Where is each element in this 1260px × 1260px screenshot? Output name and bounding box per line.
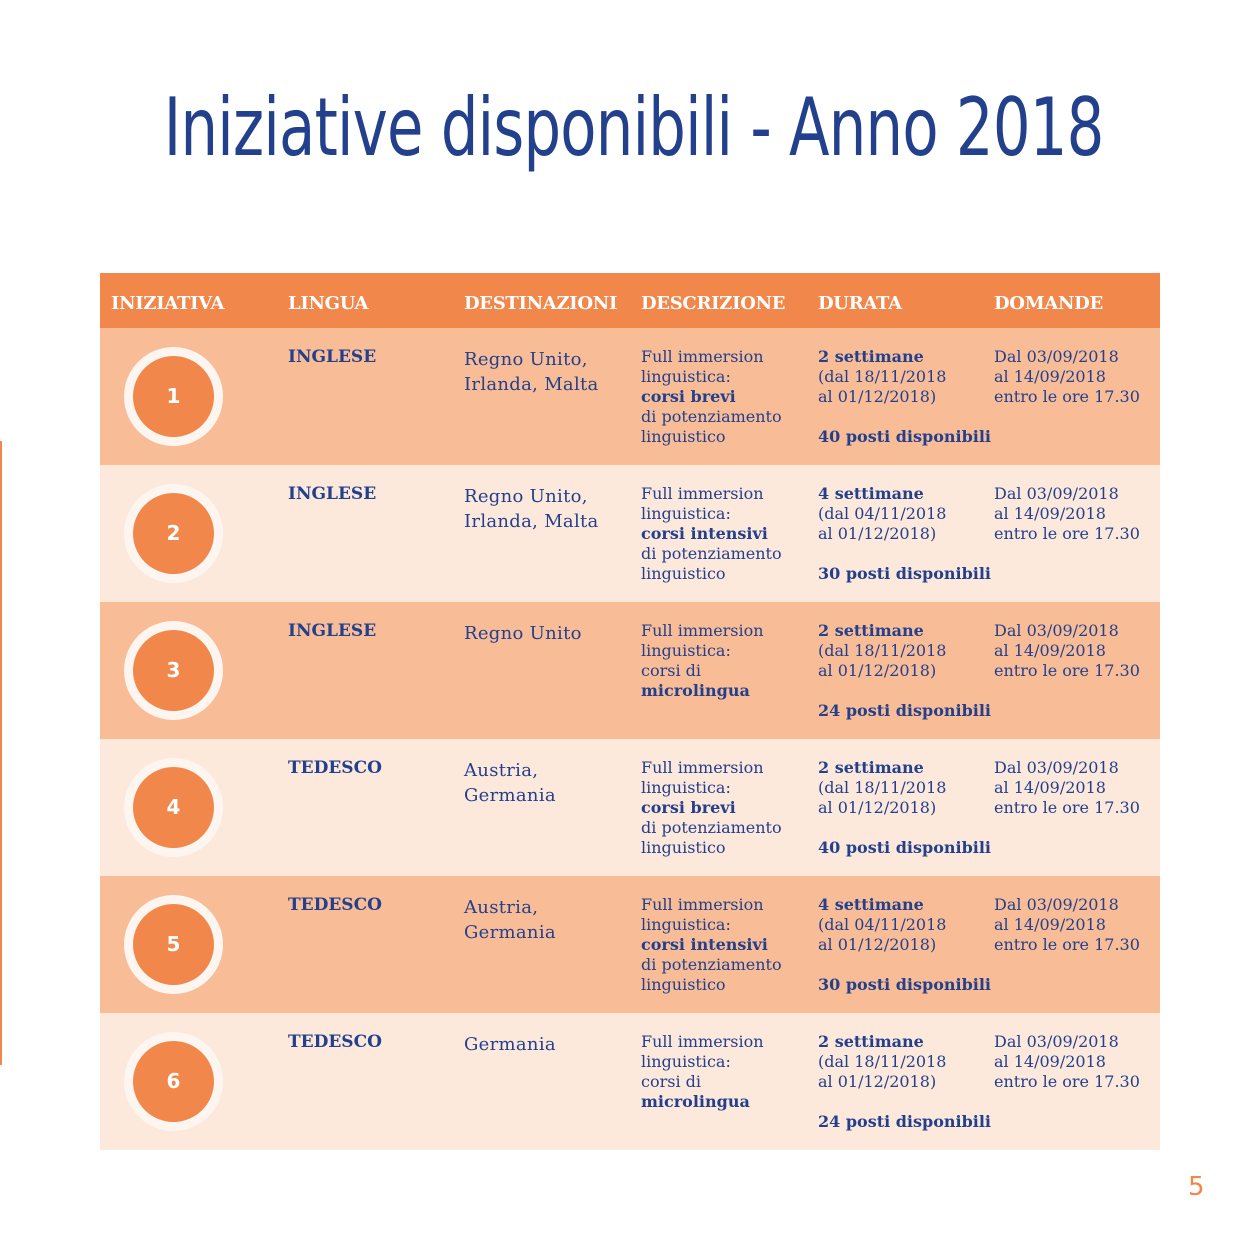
lingua-cell: INGLESE xyxy=(288,484,377,504)
desc-highlight: microlingua xyxy=(641,681,750,700)
number-badge-value: 5 xyxy=(133,904,214,985)
descrizione-cell xyxy=(641,347,811,447)
duration-weeks: 4 settimane xyxy=(818,484,924,503)
page-title: Iniziative disponibili - Anno 2018 xyxy=(163,81,1104,174)
dom-line: al 14/09/2018 xyxy=(994,778,1106,797)
dest-line: Austria, xyxy=(464,760,539,781)
desc-line: di potenziamento xyxy=(641,544,782,563)
dest-line: Germania xyxy=(464,785,556,806)
desc-line: linguistico xyxy=(641,564,726,583)
lingua-cell: INGLESE xyxy=(288,621,377,641)
desc-line: Full immersion xyxy=(641,895,764,914)
dom-line: entro le ore 17.30 xyxy=(994,661,1140,680)
dom-line: al 14/09/2018 xyxy=(994,641,1106,660)
duration-weeks: 2 settimane xyxy=(818,758,924,777)
side-accent-line xyxy=(0,441,2,1065)
durata-cell xyxy=(818,758,992,858)
available-places: 30 posti disponibili xyxy=(818,564,992,583)
duration-weeks: 2 settimane xyxy=(818,347,924,366)
desc-line: Full immersion xyxy=(641,347,764,366)
descrizione-cell xyxy=(641,1032,811,1112)
dom-line: entro le ore 17.30 xyxy=(994,798,1140,817)
desc-line: Full immersion xyxy=(641,758,764,777)
dom-line: Dal 03/09/2018 xyxy=(994,895,1119,914)
destinazioni-cell xyxy=(464,484,599,534)
desc-highlight: corsi brevi xyxy=(641,387,736,406)
desc-line: linguistica: xyxy=(641,1052,731,1071)
duration-from: (dal 18/11/2018 xyxy=(818,367,947,386)
dom-line: al 14/09/2018 xyxy=(994,367,1106,386)
number-badge-value: 6 xyxy=(133,1041,214,1122)
number-badge xyxy=(124,621,223,720)
duration-to: al 01/12/2018) xyxy=(818,524,937,543)
desc-line: corsi di xyxy=(641,1072,702,1091)
header-iniziativa: INIZIATIVA xyxy=(111,293,225,314)
dest-line: Regno Unito, xyxy=(464,349,588,370)
descrizione-cell xyxy=(641,758,811,858)
desc-line: linguistico xyxy=(641,427,726,446)
descrizione-cell xyxy=(641,895,811,995)
header-destinazioni: DESTINAZIONI xyxy=(464,293,618,314)
duration-from: (dal 18/11/2018 xyxy=(818,1052,947,1071)
duration-to: al 01/12/2018) xyxy=(818,935,937,954)
desc-highlight: corsi intensivi xyxy=(641,935,768,954)
available-places: 30 posti disponibili xyxy=(818,975,992,994)
desc-line: corsi di xyxy=(641,661,702,680)
header-durata: DURATA xyxy=(818,293,902,314)
desc-line: di potenziamento xyxy=(641,407,782,426)
header-descrizione: DESCRIZIONE xyxy=(641,293,786,314)
desc-line: linguistica: xyxy=(641,915,731,934)
desc-highlight: corsi intensivi xyxy=(641,524,768,543)
duration-to: al 01/12/2018) xyxy=(818,798,937,817)
duration-from: (dal 18/11/2018 xyxy=(818,641,947,660)
table-header xyxy=(100,273,1160,328)
table-row xyxy=(100,602,1160,739)
number-badge-value: 4 xyxy=(133,767,214,848)
table-row xyxy=(100,739,1160,876)
dest-line: Germania xyxy=(464,922,556,943)
number-badge-value: 3 xyxy=(133,630,214,711)
domande-cell xyxy=(994,758,1160,818)
desc-line: linguistica: xyxy=(641,504,731,523)
dest-line: Irlanda, Malta xyxy=(464,374,599,395)
desc-highlight: microlingua xyxy=(641,1092,750,1111)
dom-line: entro le ore 17.30 xyxy=(994,935,1140,954)
domande-cell xyxy=(994,1032,1160,1092)
dest-line: Regno Unito, xyxy=(464,486,588,507)
dom-line: Dal 03/09/2018 xyxy=(994,758,1119,777)
desc-line: linguistica: xyxy=(641,778,731,797)
destinazioni-cell xyxy=(464,347,599,397)
durata-cell xyxy=(818,347,992,447)
desc-line: di potenziamento xyxy=(641,955,782,974)
number-badge-value: 2 xyxy=(133,493,214,574)
domande-cell xyxy=(994,347,1160,407)
number-badge xyxy=(124,758,223,857)
header-domande: DOMANDE xyxy=(994,293,1103,314)
destinazioni-cell xyxy=(464,1032,556,1057)
table-row xyxy=(100,876,1160,1013)
number-badge-value: 1 xyxy=(133,356,214,437)
desc-line: di potenziamento xyxy=(641,818,782,837)
desc-line: Full immersion xyxy=(641,484,764,503)
duration-to: al 01/12/2018) xyxy=(818,1072,937,1091)
dest-line: Irlanda, Malta xyxy=(464,511,599,532)
durata-cell xyxy=(818,484,992,584)
table-row xyxy=(100,328,1160,465)
desc-line: linguistico xyxy=(641,975,726,994)
desc-line: Full immersion xyxy=(641,621,764,640)
available-places: 40 posti disponibili xyxy=(818,838,992,857)
descrizione-cell xyxy=(641,484,811,584)
initiatives-table xyxy=(100,273,1160,1150)
dom-line: al 14/09/2018 xyxy=(994,1052,1106,1071)
number-badge xyxy=(124,347,223,446)
dom-line: al 14/09/2018 xyxy=(994,915,1106,934)
duration-from: (dal 04/11/2018 xyxy=(818,504,947,523)
lingua-cell: TEDESCO xyxy=(288,758,382,778)
domande-cell xyxy=(994,895,1160,955)
dom-line: Dal 03/09/2018 xyxy=(994,621,1119,640)
domande-cell xyxy=(994,621,1160,681)
destinazioni-cell xyxy=(464,758,556,808)
dom-line: entro le ore 17.30 xyxy=(994,1072,1140,1091)
duration-weeks: 2 settimane xyxy=(818,1032,924,1051)
available-places: 40 posti disponibili xyxy=(818,427,992,446)
duration-from: (dal 18/11/2018 xyxy=(818,778,947,797)
desc-highlight: corsi brevi xyxy=(641,798,736,817)
durata-cell xyxy=(818,621,992,721)
number-badge xyxy=(124,1032,223,1131)
dest-line: Regno Unito xyxy=(464,623,582,644)
duration-to: al 01/12/2018) xyxy=(818,387,937,406)
duration-weeks: 4 settimane xyxy=(818,895,924,914)
lingua-cell: TEDESCO xyxy=(288,895,382,915)
dom-line: al 14/09/2018 xyxy=(994,504,1106,523)
duration-weeks: 2 settimane xyxy=(818,621,924,640)
dom-line: Dal 03/09/2018 xyxy=(994,347,1119,366)
destinazioni-cell xyxy=(464,621,582,646)
desc-line: Full immersion xyxy=(641,1032,764,1051)
available-places: 24 posti disponibili xyxy=(818,701,992,720)
destinazioni-cell xyxy=(464,895,556,945)
dest-line: Germania xyxy=(464,1034,556,1055)
lingua-cell: TEDESCO xyxy=(288,1032,382,1052)
desc-line: linguistica: xyxy=(641,641,731,660)
page-number: 5 xyxy=(1188,1172,1205,1202)
dest-line: Austria, xyxy=(464,897,539,918)
table-row xyxy=(100,1013,1160,1150)
durata-cell xyxy=(818,895,992,995)
number-badge xyxy=(124,895,223,994)
duration-from: (dal 04/11/2018 xyxy=(818,915,947,934)
table-row xyxy=(100,465,1160,602)
desc-line: linguistico xyxy=(641,838,726,857)
domande-cell xyxy=(994,484,1160,544)
descrizione-cell xyxy=(641,621,811,701)
dom-line: Dal 03/09/2018 xyxy=(994,1032,1119,1051)
dom-line: Dal 03/09/2018 xyxy=(994,484,1119,503)
available-places: 24 posti disponibili xyxy=(818,1112,992,1131)
durata-cell xyxy=(818,1032,992,1132)
header-lingua: LINGUA xyxy=(288,293,369,314)
dom-line: entro le ore 17.30 xyxy=(994,387,1140,406)
dom-line: entro le ore 17.30 xyxy=(994,524,1140,543)
number-badge xyxy=(124,484,223,583)
desc-line: linguistica: xyxy=(641,367,731,386)
lingua-cell: INGLESE xyxy=(288,347,377,367)
duration-to: al 01/12/2018) xyxy=(818,661,937,680)
